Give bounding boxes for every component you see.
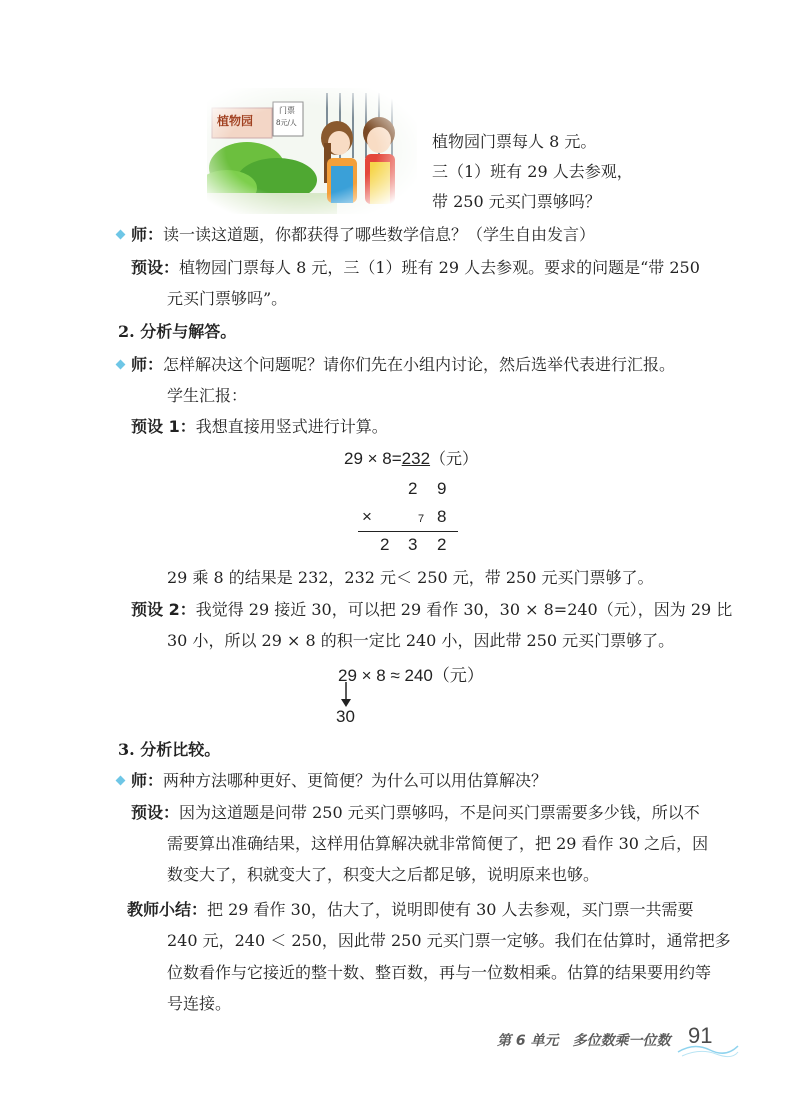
illustration xyxy=(207,88,417,214)
teacher-label: 师： xyxy=(131,225,164,244)
vert-row1-tens: 2 xyxy=(408,479,418,498)
eq1-unit: （元） xyxy=(430,449,479,468)
preset-3 xyxy=(131,802,700,824)
bullet-diamond-2 xyxy=(116,360,126,370)
preset-label: 预设 2： xyxy=(131,600,196,619)
preset-text: 因为这道题是问带 250 元买门票够吗，不是问买门票需要多少钱，所以不 xyxy=(179,803,700,822)
summary-line4: 号连接。 xyxy=(167,994,232,1013)
section-heading-2: 2. 分析与解答。 xyxy=(118,322,237,341)
vert-row2: 8 xyxy=(437,507,447,526)
vert-operator: × xyxy=(362,507,372,526)
bullet-diamond-3 xyxy=(116,776,126,786)
down-arrow xyxy=(339,682,353,708)
teacher-text: 读一读这道题，你都获得了哪些数学信息？（学生自由发言） xyxy=(163,225,596,244)
vert-result-tens: 3 xyxy=(408,535,418,554)
vert-result-ones: 2 xyxy=(437,535,447,554)
preset-3-line2: 需要算出准确结果，这样用估算解决就非常简便了，把 29 看作 30 之后，因 xyxy=(167,834,709,853)
preset-1-conclusion: 29 乘 8 的结果是 232，232 元＜ 250 元，带 250 元买门票够了。 xyxy=(167,568,654,587)
preset-text: 我想直接用竖式进行计算。 xyxy=(195,417,388,436)
small-sign-line1: 门票 xyxy=(279,106,295,115)
preset-2-cont: 30 小，所以 29 × 8 的积一定比 240 小，因此带 250 元买门票够了。 xyxy=(167,631,675,650)
section-heading-3: 3. 分析比较。 xyxy=(118,740,221,759)
preset-label: 预设 1： xyxy=(131,417,196,436)
footer-unit-title: 第 6 单元 多位数乘一位数 xyxy=(497,1033,671,1049)
preset-option-1 xyxy=(131,416,388,438)
summary-text: 把 29 看作 30，估大了，说明即使有 30 人去参观，买门票一共需要 xyxy=(207,900,694,919)
eq1-result: 232 xyxy=(401,449,431,468)
caption-line-1: 植物园门票每人 8 元。 xyxy=(432,132,597,151)
vert-row1-ones: 9 xyxy=(437,479,447,498)
preset-3-line3: 数变大了，积就变大了，积变大之后都足够，说明原来也够。 xyxy=(167,865,600,884)
teacher-question-2 xyxy=(131,354,675,376)
teacher-summary xyxy=(127,899,694,921)
preset-label: 预设： xyxy=(131,258,180,277)
preset-1-cont: 元买门票够吗”。 xyxy=(167,289,288,308)
teacher-question-3 xyxy=(131,770,547,792)
eq1-left: 29 × 8= xyxy=(344,449,402,468)
caption-line-3: 带 250 元买门票够吗？ xyxy=(432,192,601,211)
footer-wave-decoration xyxy=(676,1040,740,1058)
teacher-text: 两种方法哪种更好、更简便？为什么可以用估算解决？ xyxy=(163,771,548,790)
page-number: 91 xyxy=(688,1023,713,1048)
sign-text: 植物园 xyxy=(217,114,254,128)
small-sign-line2: 8元/人 xyxy=(276,119,297,127)
vert-carry: 7 xyxy=(418,513,425,525)
teacher-text: 怎样解决这个问题呢？请你们先在小组内讨论，然后选举代表进行汇报。 xyxy=(163,355,676,374)
teacher-label: 师： xyxy=(131,355,164,374)
vert-result-hundreds: 2 xyxy=(380,535,390,554)
summary-line3: 位数看作与它接近的整十数、整百数，再与一位数相乘。估算的结果要用约等 xyxy=(167,963,712,982)
preset-1 xyxy=(131,257,700,279)
teacher-label: 师： xyxy=(131,771,164,790)
vert-divider xyxy=(358,531,458,532)
teacher-question-1 xyxy=(131,224,595,246)
park-illustration xyxy=(207,88,417,214)
preset-text: 我觉得 29 接近 30，可以把 29 看作 30，30 × 8=240（元），因为 29 比 xyxy=(195,600,733,619)
preset-text: 植物园门票每人 8 元，三（1）班有 29 人去参观。要求的问题是“带 250 xyxy=(179,258,700,277)
bullet-diamond-1 xyxy=(116,230,126,240)
caption-line-2: 三（1）班有 29 人去参观， xyxy=(432,162,633,181)
summary-line2: 240 元，240 ＜ 250，因此带 250 元买门票一定够。我们在估算时，通常把多 xyxy=(167,931,731,950)
preset-option-2 xyxy=(131,599,732,621)
preset-label: 预设： xyxy=(131,803,180,822)
equation-1 xyxy=(344,446,478,469)
approx-value: 30 xyxy=(336,707,355,726)
summary-label: 教师小结： xyxy=(127,900,208,919)
equation-2: 29 × 8 ≈ 240（元） xyxy=(338,666,484,685)
student-report: 学生汇报： xyxy=(167,386,248,405)
